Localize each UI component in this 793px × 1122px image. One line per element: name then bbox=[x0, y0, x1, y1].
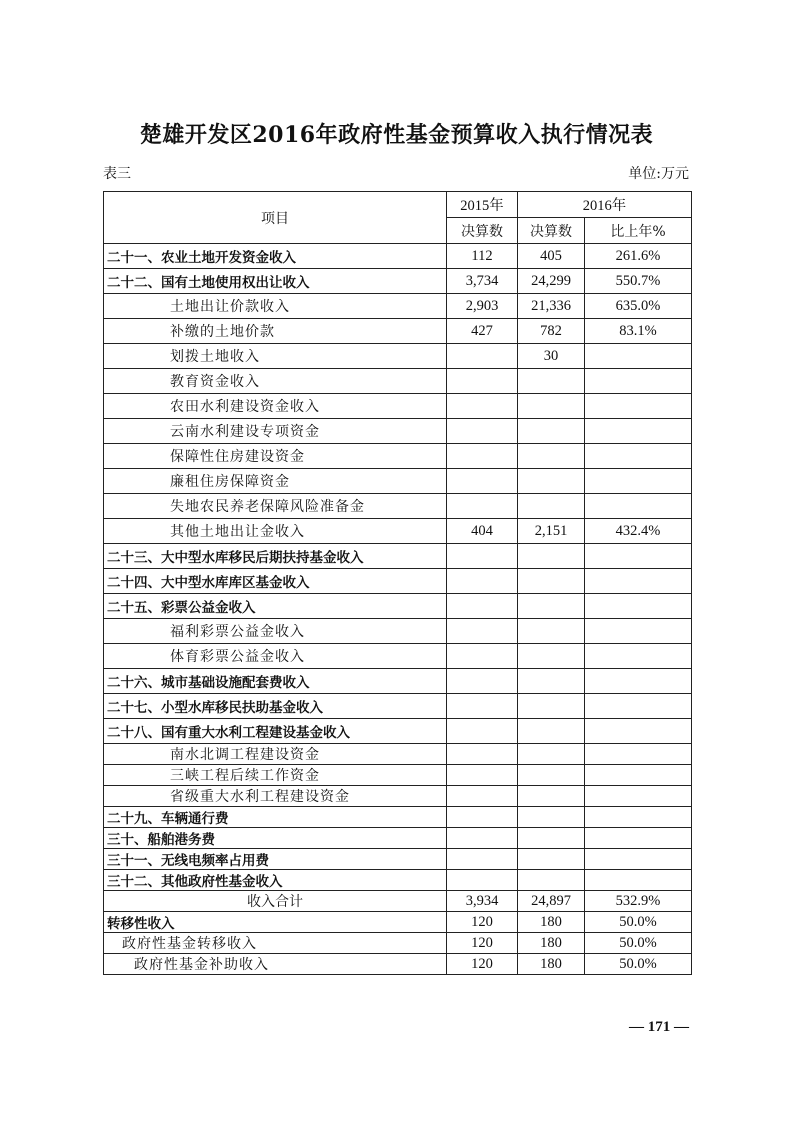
cell-growth: 550.7% bbox=[585, 269, 692, 294]
cell-final-2016 bbox=[518, 419, 585, 444]
page-number: — 171 — bbox=[629, 1019, 689, 1035]
table-row bbox=[104, 912, 692, 933]
table-row bbox=[104, 619, 692, 644]
cell-final-2016 bbox=[518, 786, 585, 807]
table-row bbox=[104, 891, 692, 912]
cell-growth bbox=[585, 494, 692, 519]
table-row bbox=[104, 694, 692, 719]
cell-final-2015 bbox=[447, 744, 518, 765]
cell-final-2016 bbox=[518, 494, 585, 519]
cell-growth: 50.0% bbox=[585, 954, 692, 975]
cell-final-2015: 112 bbox=[447, 244, 518, 269]
fund-revenue-table bbox=[103, 191, 692, 975]
header-final-2015: 决算数 bbox=[447, 218, 518, 244]
cell-final-2015 bbox=[447, 870, 518, 891]
cell-growth: 432.4% bbox=[585, 519, 692, 544]
row-label: 政府性基金转移收入 bbox=[104, 933, 447, 954]
cell-final-2016: 24,897 bbox=[518, 891, 585, 912]
table-row bbox=[104, 870, 692, 891]
row-label: 二十四、大中型水库库区基金收入 bbox=[104, 569, 447, 594]
row-label: 福利彩票公益金收入 bbox=[104, 619, 447, 644]
cell-final-2016 bbox=[518, 544, 585, 569]
row-label: 划拨土地收入 bbox=[104, 344, 447, 369]
cell-final-2015 bbox=[447, 419, 518, 444]
table-row bbox=[104, 519, 692, 544]
header-year-2016: 2016年 bbox=[518, 192, 692, 218]
row-label: 二十六、城市基础设施配套费收入 bbox=[104, 669, 447, 694]
cell-growth bbox=[585, 765, 692, 786]
table-row bbox=[104, 669, 692, 694]
cell-final-2016 bbox=[518, 369, 585, 394]
cell-final-2016: 21,336 bbox=[518, 294, 585, 319]
row-label: 三峡工程后续工作资金 bbox=[104, 765, 447, 786]
cell-final-2015 bbox=[447, 369, 518, 394]
cell-final-2015: 3,934 bbox=[447, 891, 518, 912]
cell-final-2016 bbox=[518, 807, 585, 828]
table-row bbox=[104, 786, 692, 807]
row-label: 二十三、大中型水库移民后期扶持基金收入 bbox=[104, 544, 447, 569]
cell-final-2015: 120 bbox=[447, 933, 518, 954]
row-label: 南水北调工程建设资金 bbox=[104, 744, 447, 765]
row-label: 二十八、国有重大水利工程建设基金收入 bbox=[104, 719, 447, 744]
cell-growth bbox=[585, 594, 692, 619]
cell-final-2015 bbox=[447, 694, 518, 719]
table-row bbox=[104, 294, 692, 319]
row-label: 二十二、国有土地使用权出让收入 bbox=[104, 269, 447, 294]
table-row bbox=[104, 744, 692, 765]
cell-growth bbox=[585, 344, 692, 369]
cell-final-2016 bbox=[518, 870, 585, 891]
row-label: 转移性收入 bbox=[104, 912, 447, 933]
row-label: 补缴的土地价款 bbox=[104, 319, 447, 344]
cell-final-2016: 30 bbox=[518, 344, 585, 369]
table-row bbox=[104, 419, 692, 444]
cell-final-2015 bbox=[447, 444, 518, 469]
table-row bbox=[104, 594, 692, 619]
cell-growth bbox=[585, 369, 692, 394]
cell-final-2015 bbox=[447, 494, 518, 519]
cell-growth bbox=[585, 807, 692, 828]
cell-growth bbox=[585, 419, 692, 444]
cell-final-2016 bbox=[518, 469, 585, 494]
row-label: 二十九、车辆通行费 bbox=[104, 807, 447, 828]
cell-final-2016: 180 bbox=[518, 912, 585, 933]
cell-final-2015 bbox=[447, 719, 518, 744]
cell-growth bbox=[585, 694, 692, 719]
cell-growth bbox=[585, 644, 692, 669]
cell-final-2016 bbox=[518, 394, 585, 419]
cell-final-2015 bbox=[447, 569, 518, 594]
table-row bbox=[104, 828, 692, 849]
row-label: 省级重大水利工程建设资金 bbox=[104, 786, 447, 807]
row-label: 廉租住房保障资金 bbox=[104, 469, 447, 494]
cell-final-2015: 120 bbox=[447, 954, 518, 975]
header-growth: 比上年% bbox=[585, 218, 692, 244]
table-row bbox=[104, 319, 692, 344]
row-label: 三十一、无线电频率占用费 bbox=[104, 849, 447, 870]
cell-growth bbox=[585, 744, 692, 765]
cell-final-2016: 180 bbox=[518, 954, 585, 975]
table-row bbox=[104, 954, 692, 975]
cell-final-2015: 120 bbox=[447, 912, 518, 933]
cell-final-2016: 2,151 bbox=[518, 519, 585, 544]
cell-final-2015 bbox=[447, 786, 518, 807]
table-row bbox=[104, 369, 692, 394]
table-body bbox=[104, 244, 692, 975]
cell-final-2016 bbox=[518, 669, 585, 694]
table-row bbox=[104, 569, 692, 594]
header-year-2015: 2015年 bbox=[447, 192, 518, 218]
cell-final-2016 bbox=[518, 744, 585, 765]
cell-growth bbox=[585, 828, 692, 849]
table-row bbox=[104, 807, 692, 828]
cell-growth bbox=[585, 544, 692, 569]
row-label: 三十二、其他政府性基金收入 bbox=[104, 870, 447, 891]
cell-final-2015 bbox=[447, 669, 518, 694]
table-row bbox=[104, 494, 692, 519]
table-row bbox=[104, 765, 692, 786]
cell-growth bbox=[585, 719, 692, 744]
cell-growth: 83.1% bbox=[585, 319, 692, 344]
cell-final-2016 bbox=[518, 619, 585, 644]
cell-final-2016 bbox=[518, 444, 585, 469]
table-row bbox=[104, 344, 692, 369]
row-label: 收入合计 bbox=[104, 891, 447, 912]
cell-growth bbox=[585, 669, 692, 694]
cell-final-2015: 404 bbox=[447, 519, 518, 544]
cell-growth: 50.0% bbox=[585, 933, 692, 954]
cell-final-2016: 782 bbox=[518, 319, 585, 344]
header-item: 项目 bbox=[104, 192, 447, 244]
cell-final-2015 bbox=[447, 765, 518, 786]
cell-growth: 635.0% bbox=[585, 294, 692, 319]
cell-final-2015 bbox=[447, 544, 518, 569]
row-label: 二十七、小型水库移民扶助基金收入 bbox=[104, 694, 447, 719]
cell-final-2015 bbox=[447, 644, 518, 669]
row-label: 云南水利建设专项资金 bbox=[104, 419, 447, 444]
cell-final-2016 bbox=[518, 828, 585, 849]
cell-final-2015 bbox=[447, 469, 518, 494]
unit-label: 单位:万元 bbox=[628, 166, 689, 182]
cell-final-2015: 3,734 bbox=[447, 269, 518, 294]
cell-growth bbox=[585, 619, 692, 644]
cell-final-2015 bbox=[447, 344, 518, 369]
cell-growth bbox=[585, 569, 692, 594]
cell-final-2016 bbox=[518, 849, 585, 870]
row-label: 二十五、彩票公益金收入 bbox=[104, 594, 447, 619]
page-title: 楚雄开发区2016年政府性基金预算收入执行情况表 bbox=[139, 122, 654, 148]
cell-growth: 532.9% bbox=[585, 891, 692, 912]
cell-growth bbox=[585, 469, 692, 494]
row-label: 其他土地出让金收入 bbox=[104, 519, 447, 544]
cell-final-2016 bbox=[518, 765, 585, 786]
row-label: 教育资金收入 bbox=[104, 369, 447, 394]
cell-final-2016 bbox=[518, 644, 585, 669]
cell-final-2015 bbox=[447, 828, 518, 849]
cell-growth bbox=[585, 394, 692, 419]
cell-final-2015 bbox=[447, 619, 518, 644]
cell-final-2016: 180 bbox=[518, 933, 585, 954]
table-row bbox=[104, 544, 692, 569]
cell-growth bbox=[585, 444, 692, 469]
table-row bbox=[104, 444, 692, 469]
table-row bbox=[104, 849, 692, 870]
cell-final-2015 bbox=[447, 807, 518, 828]
cell-final-2016: 24,299 bbox=[518, 269, 585, 294]
cell-growth bbox=[585, 849, 692, 870]
row-label: 政府性基金补助收入 bbox=[104, 954, 447, 975]
table-row bbox=[104, 269, 692, 294]
cell-final-2015 bbox=[447, 849, 518, 870]
row-label: 失地农民养老保障风险准备金 bbox=[104, 494, 447, 519]
table-row bbox=[104, 244, 692, 269]
cell-growth bbox=[585, 786, 692, 807]
cell-final-2015: 2,903 bbox=[447, 294, 518, 319]
cell-final-2016 bbox=[518, 594, 585, 619]
row-label: 保障性住房建设资金 bbox=[104, 444, 447, 469]
row-label: 土地出让价款收入 bbox=[104, 294, 447, 319]
cell-final-2016 bbox=[518, 569, 585, 594]
table-row bbox=[104, 644, 692, 669]
cell-final-2015: 427 bbox=[447, 319, 518, 344]
row-label: 二十一、农业土地开发资金收入 bbox=[104, 244, 447, 269]
table-row bbox=[104, 394, 692, 419]
header-final-2016: 决算数 bbox=[518, 218, 585, 244]
row-label: 体育彩票公益金收入 bbox=[104, 644, 447, 669]
cell-final-2015 bbox=[447, 594, 518, 619]
cell-growth bbox=[585, 870, 692, 891]
cell-final-2016: 405 bbox=[518, 244, 585, 269]
cell-final-2016 bbox=[518, 719, 585, 744]
row-label: 三十、船舶港务费 bbox=[104, 828, 447, 849]
row-label: 农田水利建设资金收入 bbox=[104, 394, 447, 419]
table-row bbox=[104, 933, 692, 954]
cell-final-2015 bbox=[447, 394, 518, 419]
table-row bbox=[104, 719, 692, 744]
cell-final-2016 bbox=[518, 694, 585, 719]
cell-growth: 50.0% bbox=[585, 912, 692, 933]
table-label: 表三 bbox=[103, 166, 131, 182]
table-row bbox=[104, 469, 692, 494]
cell-growth: 261.6% bbox=[585, 244, 692, 269]
